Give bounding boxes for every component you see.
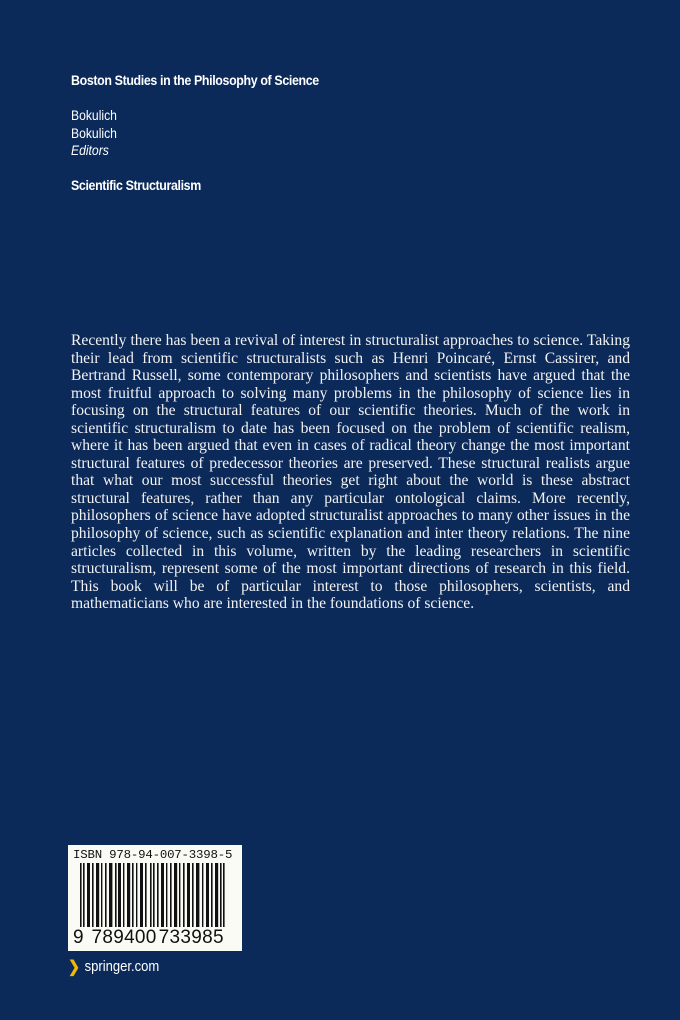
editor-name: Bokulich	[71, 108, 117, 123]
ean-digits	[72, 927, 225, 949]
barcode-bars-icon	[80, 863, 228, 935]
blurb-text: Recently there has been a revival of interest in structuralist approaches to science. Taking their lead from scientific structuralists such as Henri Poincaré, Ernst Cassirer, and Bertrand Russell, some contemporary philosophers and scientists have argued that the most fruitful approach to solving many problems in the philosophy of science lies in focusing on the structural features of our scientific theories. Much of the work in scientific structuralism to date has been focused on the problem of scientific realism, where it has been argued that even in cases of radical theory change the most important structural features of predecessor theories are preserved. These structural realists argue that what our most successful theories get right about the world is these abstract structural features, rather than any particular ontological claims. More recently, philosophers of science have adopted structuralist approaches to many other issues in the philosophy of science, such as scientific explanation and inter theory relations. The nine articles collected in this volume, written by the leading researchers in scientific structuralism, represent some of the most important directions of research in this field. This book will be of particular interest to those philosophers, scientists, and mathematicians who are interested in the foundations of science.	[71, 332, 630, 613]
ean-left-group: 789400	[91, 927, 157, 948]
isbn-barcode	[68, 845, 242, 951]
publisher-url[interactable]: springer.com	[84, 959, 160, 975]
book-title: Scientific Structuralism	[71, 178, 201, 193]
isbn-label: ISBN 978-94-007-3398-5	[73, 848, 233, 862]
editor-name: Bokulich	[71, 125, 117, 141]
ean-right-group: 733985	[158, 927, 224, 948]
ean-first-digit: 9	[73, 927, 84, 948]
series-title: Boston Studies in the Philosophy of Science	[71, 73, 319, 88]
chevron-right-icon: ❯	[68, 959, 81, 976]
editors-role: Editors	[71, 143, 109, 158]
editors-block	[71, 107, 117, 160]
publisher-link[interactable]	[68, 957, 159, 977]
